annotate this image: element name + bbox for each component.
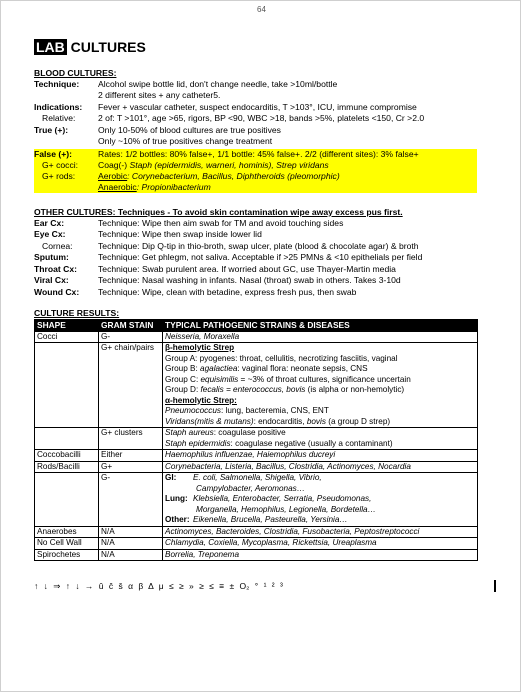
shape-cell: Rods/Bacilli (35, 461, 99, 473)
pneumo-line (165, 406, 475, 417)
group-d-prefix: Group D: (165, 385, 201, 394)
table-row (35, 473, 478, 527)
lung-line (165, 494, 475, 505)
sepi-line (165, 439, 475, 450)
pneumo-desc: : lung, bacteremia, CNS, ENT (220, 406, 329, 415)
cocci-organisms: Staph (epidermidis, warneri, hominis), Strep viridans (129, 160, 329, 170)
strain-text: Neisseria, Moraxella (165, 331, 240, 341)
row-key: Sputum: (34, 252, 69, 262)
strains-cell (163, 428, 478, 450)
other-organisms: Eikenella, Brucella, Pasteurella, Yersinia… (193, 515, 348, 524)
strains-cell (163, 461, 478, 473)
gram-cell: N/A (99, 526, 163, 538)
group-c-desc: = ~3% of throat cultures, significance uncertain (238, 374, 411, 384)
shape-cell: Anaerobes (35, 526, 99, 538)
shape-cell (35, 428, 99, 450)
gram-cell: G+ (99, 461, 163, 473)
group-c-line (165, 375, 475, 386)
row-key: Wound Cx: (34, 287, 80, 297)
group-c-species: equisimilis (200, 374, 239, 384)
title-badge: LAB (36, 39, 65, 55)
strains-cell (163, 473, 478, 527)
row-key: Relative: (42, 113, 76, 123)
row-value: Only ~10% of true positives change treatment (98, 136, 273, 146)
saureus-desc: : coagulase positive (213, 428, 286, 437)
table-row (35, 461, 478, 473)
group-d-species: fecalis = enterococcus, bovis (200, 385, 306, 394)
table-row (35, 450, 478, 462)
strains-cell (163, 538, 478, 550)
group-b-prefix: Group B: (165, 364, 201, 373)
row-value: Technique: Wipe then swap inside lower lid (98, 229, 262, 239)
lung-line-2: Morganella, Hemophilus, Legionella, Bordetella… (196, 504, 376, 514)
alpha-heading: α-hemolytic Strep: (165, 395, 237, 405)
aerobic-organisms: : Corynebacterium, Bacillus, Diphtheroids (pleomorphic) (127, 171, 340, 181)
bovis-species: bovis (306, 416, 326, 426)
row-value: Technique: Wipe then aim swab for TM and avoid touching sides (98, 218, 344, 228)
anaerobic-organisms: : Propionibacterium (136, 182, 211, 192)
other-label: Other: (165, 515, 190, 524)
culture-results-heading: CULTURE RESULTS: (34, 308, 120, 318)
row-key: Indications: (34, 102, 83, 112)
col-header-gram-stain: GRAM STAIN (99, 320, 163, 332)
row-value: Fever + vascular catheter, suspect endocarditis, T >103°, ICU, immune compromise (98, 102, 417, 112)
row-value: 2 different sites + any catheter5. (98, 89, 221, 100)
row-key: G+ cocci: (42, 160, 79, 170)
viridans-species: Viridans(mitis & mutans) (165, 416, 254, 426)
gram-cell: G- (99, 331, 163, 343)
col-header-shape: SHAPE (35, 320, 99, 332)
aerobic-label: Aerobic (98, 171, 128, 181)
row-value: Only 10-50% of blood cultures are true positives (98, 125, 281, 135)
gram-cell: G- (99, 473, 163, 527)
sepi-species: Staph epidermidis (165, 438, 231, 448)
row-value (98, 171, 340, 182)
page-title (34, 39, 146, 55)
viridans-desc: : endocarditis, (253, 416, 307, 426)
strain-text: Corynebacteria, Listeria, Bacillus, Clostridia, Actinomyces, Nocardia (165, 461, 411, 471)
blood-cultures-heading: BLOOD CULTURES: (34, 68, 117, 78)
group-b-species: agalactiea (200, 364, 238, 373)
cocci-prefix: Coag(-) (98, 160, 130, 170)
row-key: G+ rods: (42, 171, 76, 181)
table-row (35, 549, 478, 561)
group-d-line (165, 385, 475, 396)
gram-cell: N/A (99, 538, 163, 550)
row-value: Alcohol swipe bottle lid, don't change needle, take >10ml/bottle (98, 79, 338, 89)
shape-cell: No Cell Wall (35, 538, 99, 550)
row-value: Technique: Get phlegm, not saliva. Acceptable if >25 PMNs & <10 epithelials per field (98, 252, 423, 262)
shape-cell: Cocci (35, 331, 99, 343)
table-row (35, 526, 478, 538)
gram-cell: N/A (99, 549, 163, 561)
shape-cell (35, 473, 99, 527)
group-c-prefix: Group C: (165, 374, 201, 384)
row-key: Ear Cx: (34, 218, 65, 228)
row-value (98, 182, 211, 193)
row-value: Technique: Dip Q-tip in thio-broth, swap ulcer, plate (blood & chocolate agar) & broth (98, 241, 419, 251)
bovis-desc: (a group D strep) (325, 416, 391, 426)
strains-cell (163, 450, 478, 462)
strain-text: Chlamydia, Coxiella, Mycoplasma, Rickettsia, Ureaplasma (165, 538, 377, 547)
strain-text: Actinomyces, Bacteroides, Clostridia, Fusobacteria, Peptostreptococci (165, 526, 420, 536)
anaerobic-label: Anaerobic (98, 182, 137, 192)
col-header-strains: TYPICAL PATHOGENIC STRAINS & DISEASES (163, 320, 478, 332)
shape-cell: Spirochetes (35, 549, 99, 561)
strains-cell (163, 331, 478, 343)
row-value: Technique: Swab purulent area. If worried about GC, use Thayer-Martin media (98, 264, 396, 274)
row-key: Technique: (34, 79, 80, 89)
viridans-line (165, 417, 475, 428)
table-row (35, 343, 478, 428)
strains-cell (163, 343, 478, 428)
row-value: Rates: 1/2 bottles: 80% false+, 1/1 bottle: 45% false+. 2/2 (different sites): 3% false+ (98, 149, 419, 159)
row-value: 2 of: T >101°, age >65, rigors, BP <90, WBC >18, bands >5%, platelets <150, Cr >2.0 (98, 113, 425, 123)
table-row (35, 538, 478, 550)
group-a-line: Group A: pyogenes: throat, cellulitis, necrotizing fasciitis, vaginal (165, 353, 398, 363)
table-row (35, 331, 478, 343)
row-value: Technique: Wipe, clean with betadine, express fresh pus, then swab (98, 287, 357, 297)
gi-label: GI: (165, 473, 177, 482)
row-key: Throat Cx: (34, 264, 77, 274)
row-key: True (+): (34, 125, 69, 135)
strains-cell (163, 526, 478, 538)
other-cultures-heading: OTHER CULTURES: Techniques - To avoid skin contamination wipe away excess pus first. (34, 207, 403, 217)
strain-text: Haemophilus influenzae, Haiemophilus ducreyi (165, 450, 336, 459)
beta-heading: β-hemolytic Strep (165, 343, 235, 352)
gram-cell: G+ chain/pairs (99, 343, 163, 428)
table-row (35, 428, 478, 450)
row-key: Cornea: (42, 241, 73, 251)
text-cursor (494, 580, 496, 592)
symbol-bar: ↑ ↓ ⇒ ↑ ↓ → û ĉ š α β Δ μ ≤ ≥ » ≥ ≤ ≡ ± O₂ ° ¹ ² ³ (34, 581, 283, 591)
saureus-species: Staph aureus (165, 428, 214, 437)
group-b-desc: : vaginal flora: neonate sepsis, CNS (237, 364, 368, 373)
gi-line-2: Campylobacter, Aeromonas… (196, 483, 305, 493)
sepi-desc: : coagulase negative (usually a contaminant) (230, 438, 393, 448)
row-value: Technique: Nasal washing in infants. Nasal (throat) swab in others. Takes 3-10d (98, 275, 401, 285)
group-b-line (165, 364, 475, 375)
page-number: 64 (257, 5, 266, 14)
pneumo-species: Pneumococcus (165, 406, 221, 415)
group-d-desc: (is alpha or non-hemolytic) (305, 385, 405, 394)
lung-label: Lung: (165, 494, 188, 503)
gram-cell: Either (99, 450, 163, 462)
gram-cell: G+ clusters (99, 428, 163, 450)
gi-line (165, 473, 475, 484)
strains-cell (163, 549, 478, 561)
row-key: Viral Cx: (34, 275, 69, 285)
shape-cell (35, 343, 99, 428)
other-line (165, 515, 475, 526)
title-text: CULTURES (66, 39, 146, 55)
culture-results-table (34, 319, 478, 561)
strain-text: Borrelia, Treponema (165, 549, 240, 559)
lung-organisms: Klebsiella, Enterobacter, Serratia, Pseudomonas, (193, 494, 372, 503)
row-value (98, 160, 329, 171)
row-key: Eye Cx: (34, 229, 66, 239)
shape-cell: Coccobacilli (35, 450, 99, 462)
table-header-row (35, 320, 478, 332)
saureus-line (165, 428, 475, 439)
gi-organisms: E. coli, Salmonella, Shigella, Vibrio, (193, 473, 322, 482)
row-key: False (+): (34, 149, 72, 159)
